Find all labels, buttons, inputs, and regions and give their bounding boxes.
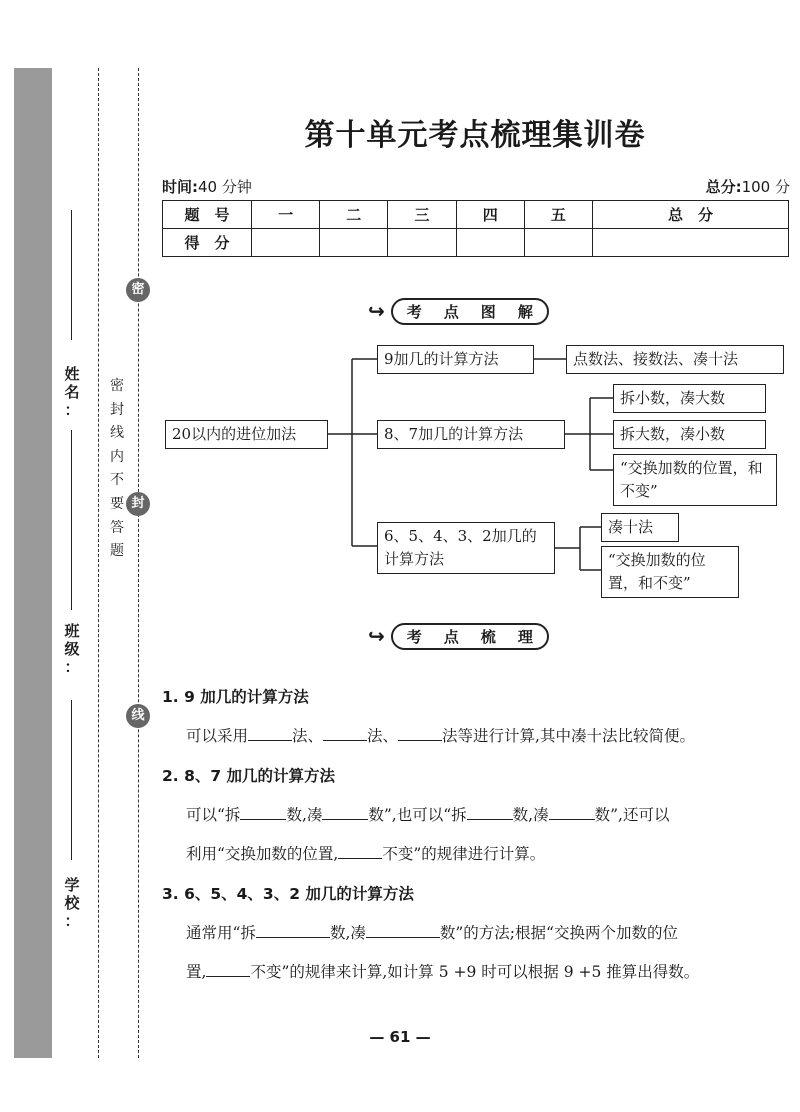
text: 可以采用: [186, 727, 249, 745]
text: 法等进行计算,其中凑十法比较简便。: [442, 727, 695, 745]
col-4: 四: [456, 201, 524, 229]
text: 置,: [186, 963, 207, 981]
banner-pill: [391, 623, 549, 650]
banner-char: 点: [443, 302, 459, 321]
answer-blank[interactable]: [240, 805, 286, 820]
col-5: 五: [524, 201, 592, 229]
question-3-line-2: [186, 960, 699, 982]
banner-char: 梳: [480, 627, 496, 646]
row-header-score: 得 分: [163, 229, 252, 257]
diagram-branch-65432: 6、5、4、3、2加几的计算方法: [377, 522, 555, 574]
page-number: — 61 —: [369, 1028, 431, 1046]
time-value: 40 分钟: [198, 178, 252, 196]
col-2: 二: [320, 201, 388, 229]
text: 数,凑: [512, 806, 549, 824]
answer-blank[interactable]: [549, 805, 595, 820]
class-label-char-1: 班: [64, 622, 80, 640]
text: 不变”的规律进行计算。: [382, 845, 546, 863]
diagram-branch-9: 9加几的计算方法: [377, 345, 534, 374]
question-3-line-1: [186, 921, 678, 943]
question-1-line: [186, 724, 695, 746]
total-score-label: 总分:: [705, 178, 742, 196]
question-1-title: 1. 9 加几的计算方法: [162, 688, 309, 706]
question-3-title: 3. 6、5、4、3、2 加几的计算方法: [162, 885, 414, 903]
answer-blank[interactable]: [322, 805, 368, 820]
diagram-leaf-87-c: “交换加数的位置，和不变”: [613, 454, 777, 506]
col-total: 总 分: [593, 201, 789, 229]
answer-blank[interactable]: [248, 726, 292, 741]
text: 可以“拆: [186, 806, 241, 824]
question-2-line-1: [186, 803, 669, 825]
diagram-leaf-87-b: 拆大数，凑小数: [613, 420, 766, 449]
text: 法、: [367, 727, 399, 745]
banner-char: 解: [517, 302, 533, 321]
answer-blank[interactable]: [366, 923, 440, 938]
banner-arrow-icon: ↪: [368, 624, 385, 648]
diagram-leaf-65432-b: “交换加数的位置，和不变”: [601, 546, 739, 598]
class-label-char-3: ：: [64, 658, 80, 676]
banner-review: [368, 623, 549, 649]
banner-char: 考: [406, 627, 422, 646]
text: 数”,还可以: [594, 806, 670, 824]
school-label-char-3: ：: [64, 912, 80, 930]
text: 数”,也可以“拆: [368, 806, 467, 824]
answer-blank[interactable]: [206, 962, 250, 977]
question-2-title: 2. 8、7 加几的计算方法: [162, 767, 336, 785]
name-label-char-3: ：: [64, 401, 80, 419]
seal-note: 密封线内不要答题: [110, 378, 124, 560]
question-2-line-2: [186, 842, 545, 864]
diagram-leaf-9-methods: 点数法、接数法、凑十法: [566, 345, 784, 374]
name-label-char-2: 名: [64, 383, 80, 401]
answer-blank[interactable]: [256, 923, 330, 938]
text: 法、: [292, 727, 324, 745]
total-score-value: 100 分: [741, 178, 790, 196]
text: 数,凑: [286, 806, 323, 824]
seal-feng: 封: [126, 492, 150, 516]
page-title: 第十单元考点梳理集训卷: [304, 118, 646, 153]
answer-blank[interactable]: [323, 726, 367, 741]
seal-mi: 密: [126, 278, 150, 302]
banner-char: 理: [517, 627, 533, 646]
col-1: 一: [252, 201, 320, 229]
name-label-char-1: 姓: [64, 365, 80, 383]
col-3: 三: [388, 201, 456, 229]
diagram-branch-87: 8、7加几的计算方法: [377, 420, 565, 449]
row-header-number: 题 号: [163, 201, 252, 229]
banner-char: 点: [443, 627, 459, 646]
answer-blank[interactable]: [338, 844, 382, 859]
text: 数,凑: [329, 924, 366, 942]
diagram-leaf-87-a: 拆小数，凑大数: [613, 384, 766, 413]
banner-arrow-icon: ↪: [368, 299, 385, 323]
school-label-char-1: 学: [64, 876, 80, 894]
seal-xian: 线: [126, 704, 150, 728]
text: 数”的方法;根据“交换两个加数的位: [439, 924, 678, 942]
diagram-leaf-65432-a: 凑十法: [601, 513, 679, 542]
answer-blank[interactable]: [398, 726, 442, 741]
school-label-char-2: 校: [64, 894, 80, 912]
text: 利用“交换加数的位置,: [186, 845, 339, 863]
text: 通常用“拆: [186, 924, 256, 942]
banner-char: 考: [406, 302, 422, 321]
time-label: 时间:: [162, 178, 198, 196]
class-label-char-2: 级: [64, 640, 80, 658]
banner-char: 图: [480, 302, 496, 321]
answer-blank[interactable]: [467, 805, 513, 820]
diagram-root: 20以内的进位加法: [165, 420, 328, 449]
text: 不变”的规律来计算,如计算 5 +9 时可以根据 9 +5 推算出得数。: [250, 963, 700, 981]
